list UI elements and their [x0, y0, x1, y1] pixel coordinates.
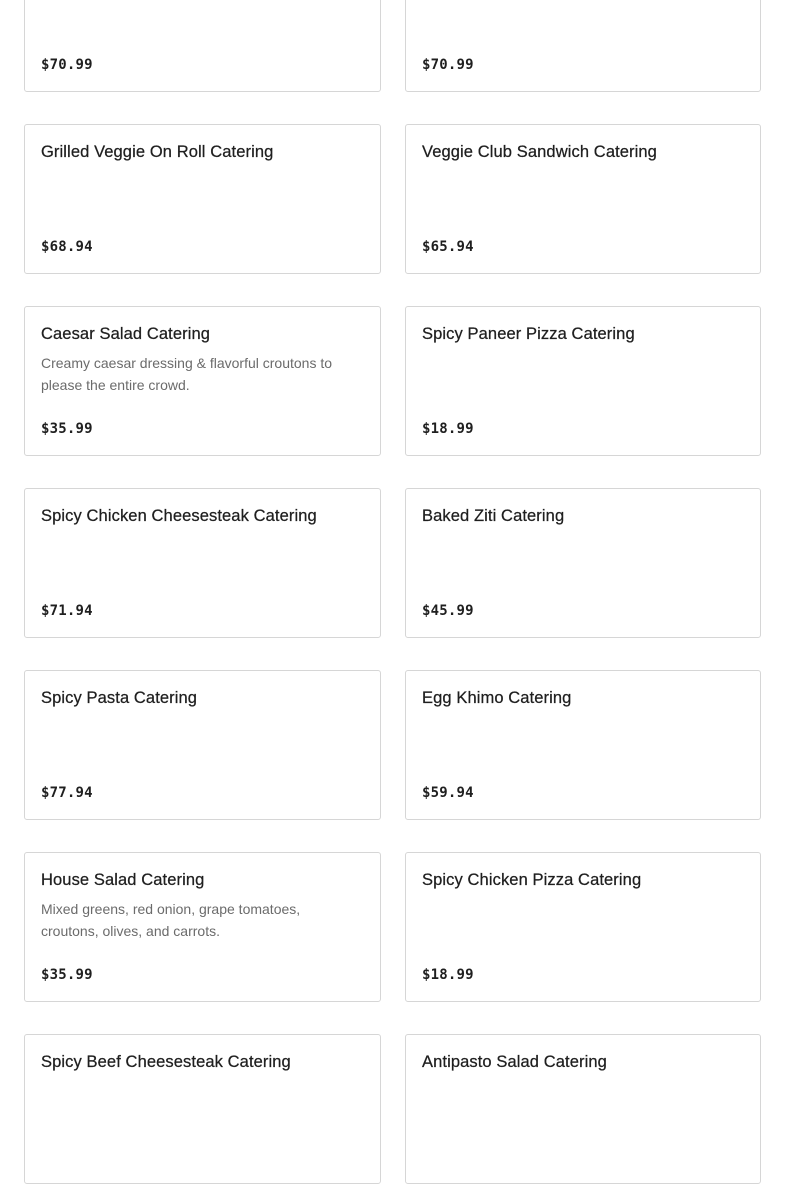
menu-item-card[interactable] [24, 124, 381, 274]
menu-item-name: Spicy Beef Cheesesteak Catering [41, 1053, 291, 1071]
menu-item-price: $18.99 [422, 967, 474, 983]
menu-item-card[interactable] [24, 1034, 381, 1184]
menu-item-name: Antipasto Salad Catering [422, 1053, 607, 1071]
menu-item-card[interactable] [405, 306, 761, 456]
menu-item-price: $35.99 [41, 967, 93, 983]
menu-item-card[interactable] [24, 670, 381, 820]
menu-item-card[interactable] [405, 488, 761, 638]
menu-item-name: House Salad Catering [41, 871, 205, 889]
menu-item-price: $65.94 [422, 239, 474, 255]
menu-item-grid [24, 0, 761, 1184]
menu-item-price: $35.99 [41, 421, 93, 437]
menu-item-price: $77.94 [41, 785, 93, 801]
menu-item-price: $70.99 [422, 57, 474, 73]
menu-item-card[interactable] [24, 0, 381, 92]
menu-item-name: Spicy Chicken Cheesesteak Catering [41, 507, 317, 525]
menu-item-price: $68.94 [41, 239, 93, 255]
menu-item-name: Egg Khimo Catering [422, 689, 572, 707]
menu-item-card[interactable] [405, 0, 761, 92]
menu-item-price: $70.99 [41, 57, 93, 73]
menu-item-name: Spicy Pasta Catering [41, 689, 198, 707]
menu-item-name: Spicy Paneer Pizza Catering [422, 325, 635, 343]
menu-item-card[interactable] [24, 488, 381, 638]
menu-item-card[interactable] [405, 124, 761, 274]
menu-item-card[interactable] [405, 852, 761, 1002]
menu-item-card[interactable] [24, 306, 381, 456]
menu-item-price: $18.99 [422, 421, 474, 437]
menu-item-description: Creamy caesar dressing & flavorful croutons to please the entire crowd. [41, 355, 333, 393]
menu-item-card[interactable] [24, 852, 381, 1002]
menu-item-name: Baked Ziti Catering [422, 507, 565, 525]
menu-item-price: $59.94 [422, 785, 474, 801]
menu-item-price: $71.94 [41, 603, 93, 619]
menu-item-card[interactable] [405, 1034, 761, 1184]
menu-item-card[interactable] [405, 670, 761, 820]
menu-item-price: $45.99 [422, 603, 474, 619]
menu-item-name: Spicy Chicken Pizza Catering [422, 871, 642, 889]
menu-item-name: Grilled Veggie On Roll Catering [41, 143, 274, 161]
menu-item-description: Mixed greens, red onion, grape tomatoes, croutons, olives, and carrots. [41, 901, 301, 939]
menu-item-name: Veggie Club Sandwich Catering [422, 143, 657, 161]
menu-item-name: Caesar Salad Catering [41, 325, 211, 343]
